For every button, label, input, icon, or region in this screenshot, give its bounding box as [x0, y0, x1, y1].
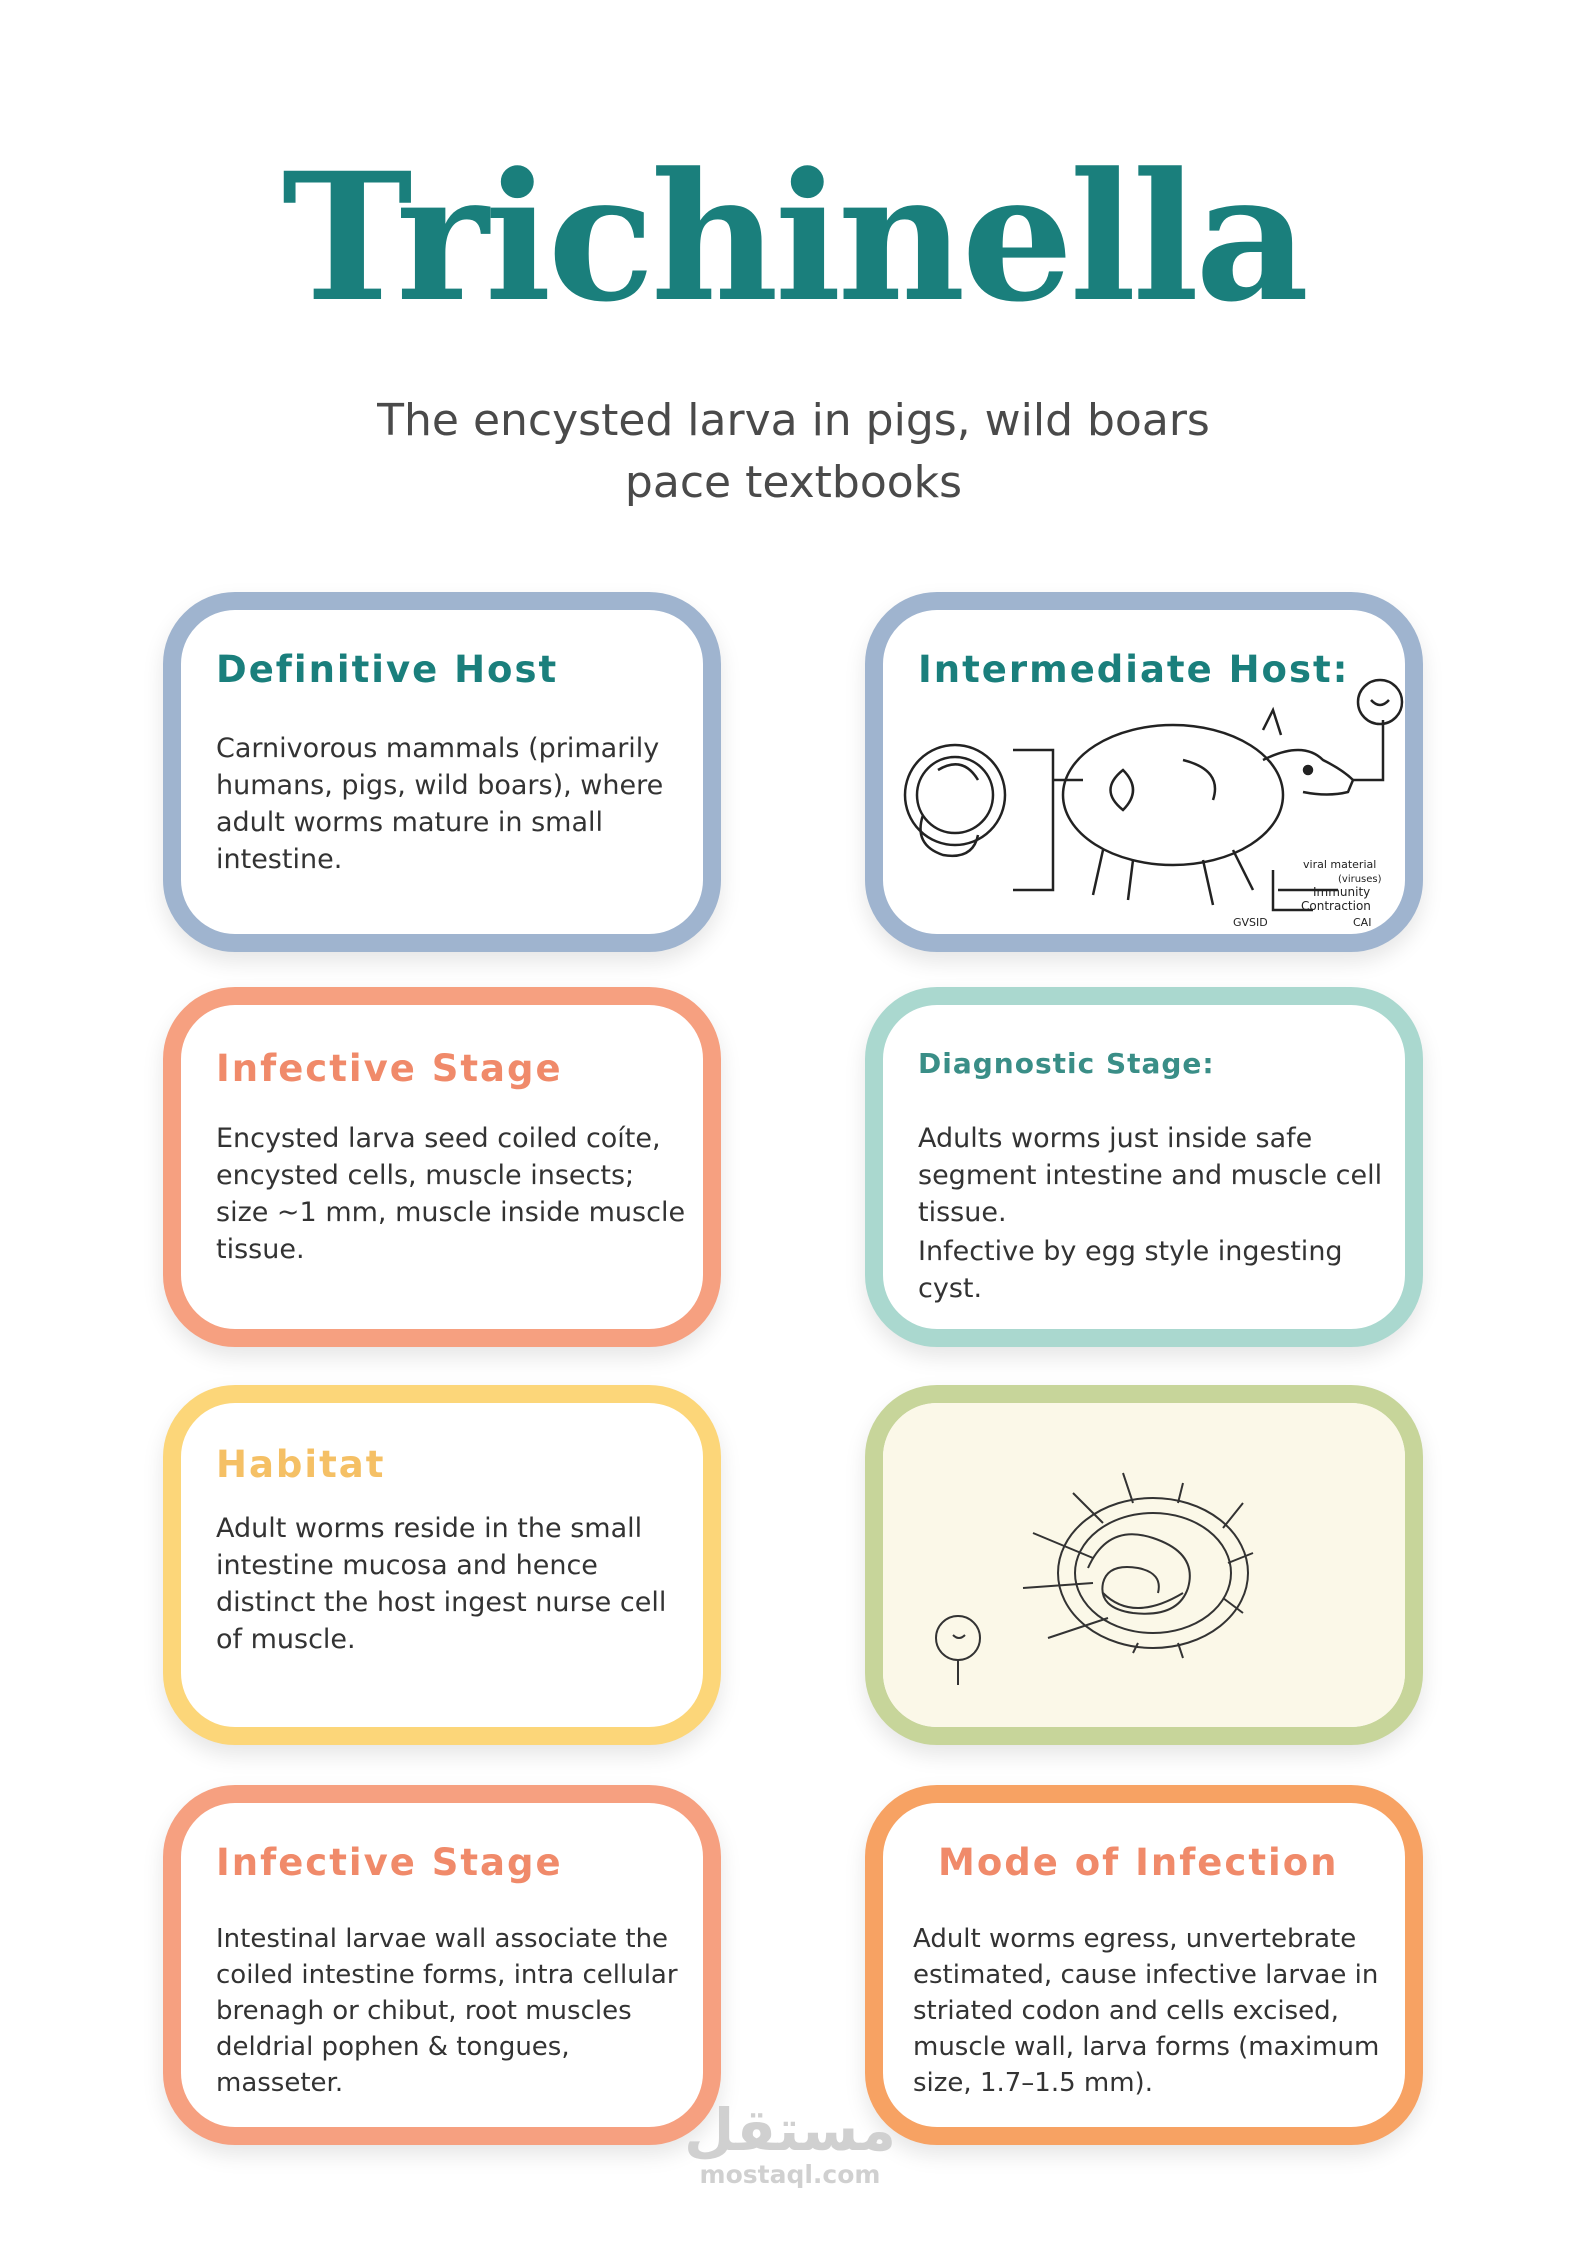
- label-viruses: (viruses): [1338, 874, 1382, 885]
- card-larva-diagram: [865, 1385, 1423, 1745]
- card-intermediate-host: [865, 592, 1423, 952]
- subtitle-line-1: The encysted larva in pigs, wild boars: [377, 395, 1210, 446]
- card-heading: Mode of Infection: [938, 1841, 1339, 1884]
- label-cai: CAI: [1353, 916, 1372, 929]
- label-gvsid: GVSID: [1233, 916, 1268, 929]
- card-body: Adult worms reside in the small intestine mucosa and hence distinct the host ingest nurse cell of muscle.: [216, 1513, 667, 1655]
- card-body-1: Adults worms just inside safe segment intestine and muscle cell tissue.: [918, 1123, 1383, 1228]
- card-heading: Infective Stage: [216, 1841, 563, 1884]
- card-body: Carnivorous mammals (primarily humans, pigs, wild boars), where adult worms mature in small intestine.: [216, 733, 664, 875]
- card-definitive-host: [163, 592, 721, 952]
- card-body: Encysted larva seed coiled coíte, encysted cells, muscle insects; size ~1 mm, muscle inside muscle tissue.: [216, 1123, 686, 1265]
- card-heading: Habitat: [216, 1443, 386, 1486]
- boar-illustration: [883, 610, 1405, 934]
- card-body: Intestinal larvae wall associate the coiled intestine forms, intra cellular brenagh or chibut, root muscles deldrial pophen & tongues, masseter.: [216, 1924, 678, 2098]
- watermark-arabic: مستقل: [683, 2096, 897, 2164]
- card-body: Adult worms egress, unvertebrate estimated, cause infective larvae in striated codon and cells excised, muscle wall, larva forms (maximum size, 1.7–1.5 mm).: [913, 1924, 1380, 2098]
- larva-cyst-illustration: [883, 1403, 1405, 1727]
- card-habitat: [163, 1385, 721, 1745]
- card-infective-stage-2: [163, 1785, 721, 2145]
- card-heading: Intermediate Host:: [918, 648, 1350, 691]
- card-diagnostic-stage: [865, 987, 1423, 1347]
- card-mode-of-infection: [865, 1785, 1423, 2145]
- page-subtitle: [0, 390, 1587, 514]
- subtitle-line-2: pace textbooks: [624, 457, 963, 508]
- watermark-site: mostaql.com: [699, 2160, 881, 2189]
- card-infective-stage-1: [163, 987, 721, 1347]
- label-contraction: Contraction: [1301, 899, 1371, 913]
- watermark: [640, 2096, 940, 2189]
- cyst-diagram-icon: [883, 1403, 1405, 1727]
- card-heading: Diagnostic Stage:: [918, 1047, 1215, 1080]
- label-viral: viral material: [1303, 858, 1377, 871]
- card-heading: Definitive Host: [216, 648, 559, 691]
- card-body-2: Infective by egg style ingesting cyst.: [918, 1236, 1343, 1304]
- card-heading: Infective Stage: [216, 1047, 563, 1090]
- boar-sketch-icon: [883, 610, 1405, 934]
- page-title: Trichinella: [281, 134, 1306, 341]
- label-immunity: Immunity: [1313, 885, 1371, 899]
